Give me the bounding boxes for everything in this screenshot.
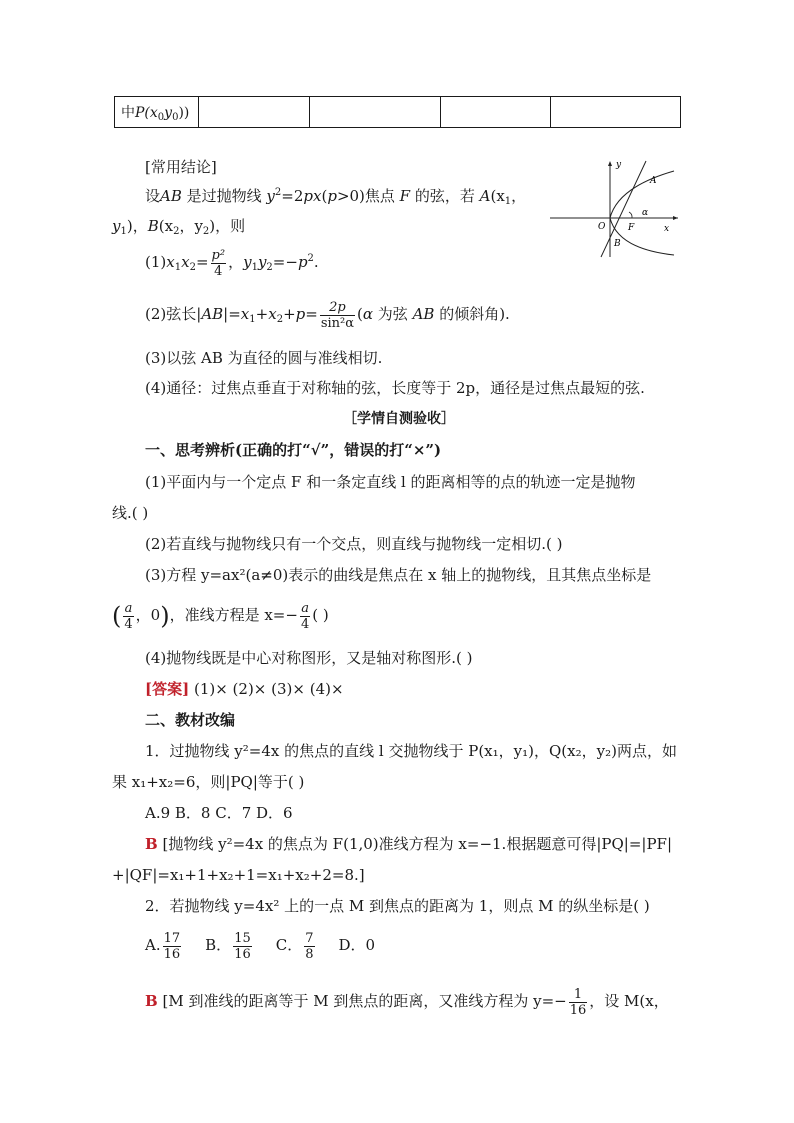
text: A. xyxy=(145,936,161,954)
x-axis-arrow xyxy=(673,216,678,220)
text: = xyxy=(305,305,318,323)
q1-line1: (1)平面内与一个定点 F 和一条定直线 l 的距离相等的点的轨迹一定是抛物 xyxy=(145,473,636,491)
numerator: a xyxy=(124,600,133,616)
answer-label: [答案] xyxy=(145,680,190,698)
text: [抛物线 y²=4x 的焦点为 F(1,0)准线方程为 x=−1.根据题意可得|PQ|=|PF| xyxy=(162,835,673,853)
text: C． xyxy=(275,936,303,954)
q3-line1: (3)方程 y=ax²(a≠0)表示的曲线是焦点在 x 轴上的抛物线，且其焦点坐标是 xyxy=(145,566,652,584)
q1-line2: 线.( ) xyxy=(112,504,149,522)
q2: (2)若直线与抛物线只有一个交点，则直线与抛物线一定相切.( ) xyxy=(145,535,563,553)
denominator: 4 xyxy=(214,263,223,279)
text: 的倾斜角). xyxy=(434,305,510,323)
conclusion-item-2: (2)弦长$|AB|=x_1+x_2+p=$ $\frac{2p}{\text{sin²α}}$ (α 为弦 AB 的倾斜角). xyxy=(145,299,510,331)
cell-text: 中 xyxy=(121,105,135,121)
conclusions-intro-line2: $y_1$)，$B(x_2$，$y_2$)，则 xyxy=(112,217,246,237)
numerator: 17 xyxy=(163,930,181,946)
part2-title: 二、教材改编 xyxy=(145,711,236,729)
text: x xyxy=(268,305,277,323)
text: |= xyxy=(223,305,241,323)
part1-title: 一、思考辨析(正确的打“√”，错误的打“×”) xyxy=(145,441,442,459)
chord-ab xyxy=(601,161,649,257)
numerator: 7 xyxy=(305,930,314,946)
alpha-label: α xyxy=(642,208,649,218)
text: 的弦，若 xyxy=(410,187,480,205)
denominator: 4 xyxy=(124,616,133,632)
text: (x xyxy=(158,217,174,235)
p1-solution-line2: +|QF|=x₁+1+x₂+1=x₁+x₂+2=8.] xyxy=(112,866,365,884)
conclusions-title: [常用结论] xyxy=(145,158,217,176)
cell-text: y xyxy=(164,105,173,121)
q3-line2: ( $\frac{a}{4}$ ，0)，准线方程是 x=− $\frac{a}{4}$ ( ) xyxy=(112,600,329,632)
p1-solution-line1 xyxy=(145,834,672,854)
text: F xyxy=(399,187,411,205)
text: p xyxy=(295,305,306,323)
text: ，y xyxy=(179,217,203,235)
text: x xyxy=(240,305,250,323)
point-a-label: A xyxy=(650,176,657,186)
answer-letter: B xyxy=(145,992,158,1010)
cell-text: 0 xyxy=(157,112,165,123)
x-axis-label: x xyxy=(664,224,670,234)
text: ， xyxy=(228,253,244,271)
text: 设 xyxy=(145,187,161,205)
fraction xyxy=(211,248,227,279)
conclusion-item-3: (3)以弦 AB 为直径的圆与准线相切. xyxy=(145,349,383,367)
denominator: 16 xyxy=(163,946,181,962)
text: B． xyxy=(205,936,232,954)
cell-text: )) xyxy=(178,105,190,121)
denominator: 16 xyxy=(569,1002,587,1018)
denominator: 8 xyxy=(305,946,314,962)
origin-label: O xyxy=(598,222,606,232)
text: D．0 xyxy=(338,936,376,954)
text: ，设 M(x， xyxy=(589,992,669,1010)
text: ，0 xyxy=(135,606,161,624)
text: ( xyxy=(321,187,328,205)
p2-line1: 2．若抛物线 y=4x² 上的一点 M 到焦点的距离为 1，则点 M 的纵坐标是( ) xyxy=(145,897,650,915)
denominator: sin²α xyxy=(320,315,355,331)
text: )， xyxy=(126,217,148,235)
fraction xyxy=(163,931,182,962)
point-b-label: B xyxy=(614,239,621,249)
text: >0)焦点 xyxy=(336,187,400,205)
p2-solution xyxy=(145,984,669,1018)
conclusion-item-4: (4)通径：过焦点垂直于对称轴的弦，长度等于 2p，通径是过焦点最短的弦. xyxy=(145,379,645,397)
text: A xyxy=(479,187,491,205)
denominator: 16 xyxy=(234,946,251,962)
text: + xyxy=(255,305,269,323)
text: px xyxy=(303,187,322,205)
text: ，准线方程是 x=− xyxy=(169,606,298,624)
text: y xyxy=(266,187,275,205)
p2-options xyxy=(145,928,375,962)
p1-line1: 1．过抛物线 y²=4x 的焦点的直线 l 交抛物线于 P(x₁，y₁)，Q(x₂，y₂)两点，如 xyxy=(145,742,677,760)
text: (2)弦长| xyxy=(145,305,202,323)
denominator: 4 xyxy=(300,616,310,632)
property-table xyxy=(114,96,681,128)
text: 为弦 xyxy=(373,305,413,323)
conclusion-item-1: $(1)x_1x_2=$ $\frac{\text{p²}}{4}$ ，$y_1y_2=-p^2$. xyxy=(145,247,319,279)
text: y xyxy=(112,217,121,235)
text: =− xyxy=(272,253,298,271)
text: B xyxy=(147,217,159,235)
text: AB xyxy=(412,305,435,323)
fraction xyxy=(233,931,252,962)
cell-text: 0 xyxy=(172,112,179,123)
text: )，则 xyxy=(209,217,246,235)
text: AB xyxy=(160,187,182,205)
text: AB xyxy=(201,305,224,323)
numerator: p² xyxy=(211,247,226,263)
section-heading: ［学情自测验收］ xyxy=(343,411,455,427)
numerator: 2p xyxy=(320,300,355,316)
parabola-figure xyxy=(546,157,682,261)
answer-letter: B xyxy=(145,835,158,853)
numerator: a xyxy=(301,600,309,616)
table-cell xyxy=(310,97,441,128)
text: (1) xyxy=(145,253,167,271)
text: [M 到准线的距离等于 M 到焦点的距离，又准线方程为 y=− xyxy=(162,992,567,1010)
numerator: 1 xyxy=(569,987,588,1003)
fraction xyxy=(123,601,133,632)
table-cell-midpoint xyxy=(115,97,199,128)
fraction xyxy=(569,987,588,1018)
text: ( ) xyxy=(312,606,329,624)
table-cell xyxy=(441,97,551,128)
text: . xyxy=(313,253,319,271)
answer-text: (1)× (2)× (3)× (4)× xyxy=(189,680,344,698)
text: (x xyxy=(490,187,505,205)
text: p xyxy=(327,187,337,205)
q4: (4)抛物线既是中心对称图形，又是轴对称图形.( ) xyxy=(145,649,473,667)
text: α xyxy=(362,305,374,323)
text: x xyxy=(181,253,190,271)
y-axis-label: y xyxy=(616,160,622,170)
focus-label: F xyxy=(628,223,635,233)
text: x xyxy=(166,253,175,271)
numerator: 15 xyxy=(234,930,251,946)
text: y xyxy=(257,253,267,271)
p1-options: A.9 B．8 C．7 D．6 xyxy=(145,804,293,822)
answer-line xyxy=(145,679,344,699)
text: =2 xyxy=(281,187,304,205)
fraction xyxy=(304,931,314,962)
y-axis-arrow xyxy=(608,161,612,166)
text: + xyxy=(283,305,296,323)
text: p xyxy=(297,253,308,271)
angle-arc xyxy=(629,212,632,218)
table-cell xyxy=(551,97,681,128)
text: y xyxy=(243,253,252,271)
cell-text: P(x xyxy=(135,105,158,121)
text: 是过抛物线 xyxy=(181,187,267,205)
p1-line2: 果 x₁+x₂=6，则|PQ|等于( ) xyxy=(112,773,305,791)
text: = xyxy=(195,253,209,271)
table-cell xyxy=(199,97,310,128)
fraction xyxy=(300,601,310,632)
conclusions-intro-line1: 设AB 是过抛物线 $y^2=2px(p>0)$焦点 F 的弦，若 $A(x_1$， xyxy=(145,187,527,207)
fraction xyxy=(320,300,355,331)
text: ( xyxy=(357,305,363,323)
